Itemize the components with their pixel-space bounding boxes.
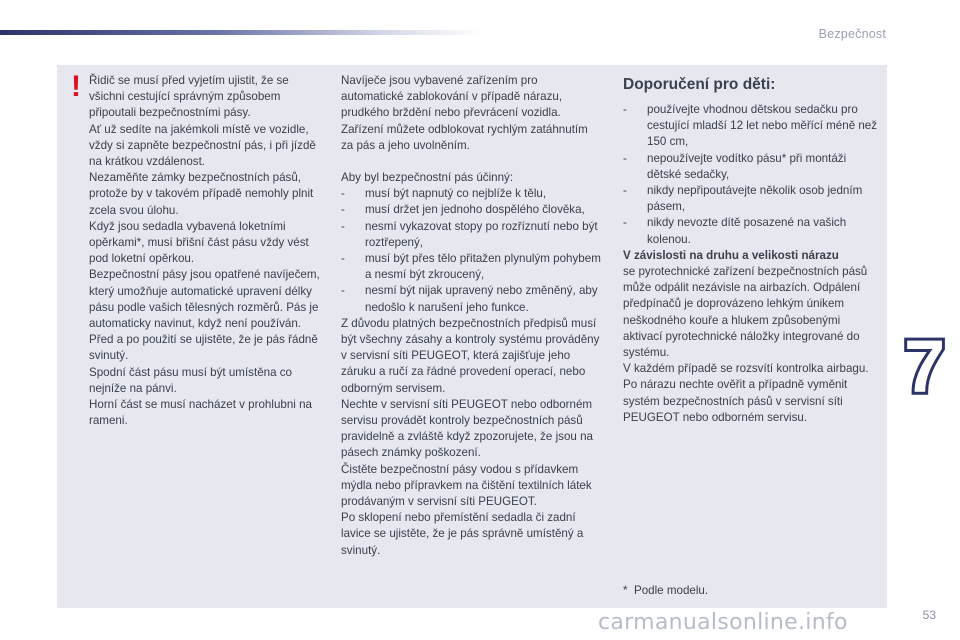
- list-lead: Aby byl bezpečnostní pás účinný:: [341, 171, 514, 185]
- paragraph: Bezpečnostní pásy jsou opatřené navíječem, který umožňuje automatické upravení délky pásu podle vašich tělesných rozměrů. Pás je automaticky navinut, když není používán.: [89, 268, 320, 331]
- footnote: [623, 584, 708, 597]
- paragraph: se pyrotechnické zařízení bezpečnostních pásů může odpálit nezávisle na airbazích. Odpálení předpínačů je doprovázeno lehkým únikem neškodného kouře a hlukem způsobenými aktivací pyrotechnické náložky integrované do systému.: [623, 265, 868, 360]
- paragraph: Když jsou sedadla vybavená loketními opěrkami*, musí břišní část pásu vždy vést pod loketní opěrkou.: [89, 219, 309, 266]
- list-item: - nikdy nevozte dítě posazené na vašich kolenou.: [623, 215, 881, 247]
- paragraph: Řidič se musí před vyjetím ujistit, že se všichni cestující správným způsobem připoutali bezpečnostními pásy.: [89, 74, 289, 120]
- list-item: - nesmí vykazovat stopy po rozříznutí nebo být roztřepený,: [341, 219, 603, 251]
- paragraph: Spodní část pásu musí být umístěna co nejníže na pánvi.: [89, 365, 292, 395]
- column-warning-text: [89, 73, 321, 429]
- watermark: carmanualsonline.info: [598, 610, 848, 635]
- paragraph: Po nárazu nechte ověřit a případně vyměnit systém bezpečnostních pásů v servisní síti PEUGEOT nebo odborném servisu.: [623, 378, 848, 424]
- page-number: 53: [922, 608, 936, 622]
- paragraph: Po sklopení nebo přemístění sedadla či zadní lavice se ujistěte, že je pás správně umístěný a svinutý.: [341, 511, 584, 557]
- bullet-dash: -: [341, 284, 345, 298]
- list-item: - nesmí být nijak upravený nebo změněný, aby nedošlo k narušení jeho funkce.: [341, 283, 603, 315]
- bullet-dash: -: [623, 151, 627, 165]
- paragraph: Nezaměňte zámky bezpečnostních pásů, protože by v takovém případě nemohly plnit zcela svou úlohu.: [89, 171, 314, 217]
- list-item: - musí držet jen jednoho dospělého člověka,: [341, 202, 603, 218]
- paragraph: Nechte v servisní síti PEUGEOT nebo odborném servisu provádět kontroly bezpečnostních pásů pravidelně a zvláště když zpozorujete, že jsou na pásech známky poškození.: [341, 397, 593, 460]
- column-children: [623, 76, 881, 426]
- bullet-dash: -: [341, 219, 345, 233]
- bullet-dash: -: [623, 184, 627, 198]
- warning-exclamation-icon: !: [71, 70, 81, 103]
- header-decorative-bar: [0, 30, 480, 35]
- paragraph: Čistěte bezpečnostní pásy vodou s přídavkem mýdla nebo přípravkem na čištění textilních látek prodávaným v servisní síti PEUGEOT.: [341, 462, 592, 509]
- bullet-dash: -: [341, 252, 345, 266]
- paragraph: Z důvodu platných bezpečnostních předpisů musí být všechny zásahy a kontroly systému prováděny v servisní síti PEUGEOT, která zajišťuje jeho záruku a ručí za řádné provedení operací, nebo odborným servisem.: [341, 316, 600, 395]
- chapter-number: [900, 330, 960, 400]
- bullet-dash: -: [341, 187, 345, 201]
- bullet-dash: -: [623, 216, 627, 230]
- paragraph: Ať už sedíte na jakémkoli místě ve vozidle, vždy si zapněte bezpečnostní pás, i při jízdě na krátkou vzdálenost.: [89, 122, 316, 169]
- column-belt-info: [341, 73, 603, 559]
- footnote-text: Podle modelu.: [633, 584, 709, 597]
- bullet-dash: -: [341, 203, 345, 217]
- children-heading: Doporučení pro děti:: [623, 76, 776, 93]
- paragraph: Před a po použití se ujistěte, že je pás řádně svinutý.: [89, 333, 318, 363]
- list-item: - používejte vhodnou dětskou sedačku pro cestující mladší 12 let nebo měřící méně než 150 cm,: [623, 102, 881, 151]
- list-item: - nikdy nepřipoutávejte několik osob jedním pásem,: [623, 183, 881, 215]
- bullet-dash: -: [623, 103, 627, 116]
- subheading: V závislosti na druhu a velikosti nárazu: [623, 248, 839, 262]
- chapter-number-text: 7: [904, 330, 946, 400]
- paragraph: V každém případě se rozsvítí kontrolka airbagu.: [623, 362, 869, 376]
- list-item: - musí být napnutý co nejblíže k tělu,: [341, 186, 603, 202]
- list-item: - musí být přes tělo přitažen plynulým pohybem a nesmí být zkroucený,: [341, 251, 603, 283]
- footnote-mark: *: [623, 584, 628, 597]
- paragraph-intro: Navíječe jsou vybavené zařízením pro automatické zablokování v případě nárazu, prudkého brždění nebo převrácení vozidla. Zařízení můžete odblokovat rychlým zatáhnutím za pás a jeho uvolněním.: [341, 74, 588, 152]
- list-item: - nepoužívejte vodítko pásu* při montáži dětské sedačky,: [623, 151, 881, 183]
- section-title: Bezpečnost: [818, 27, 886, 41]
- paragraph: Horní část se musí nacházet v prohlubni na rameni.: [89, 398, 312, 428]
